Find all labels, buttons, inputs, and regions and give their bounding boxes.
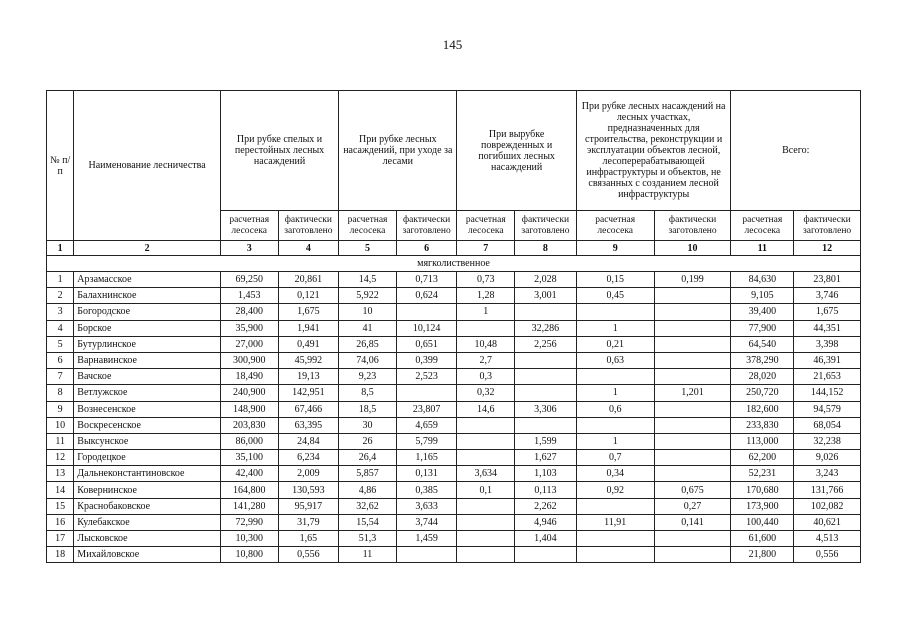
value-cell: 61,600 <box>731 531 794 547</box>
value-cell: 4,86 <box>339 482 397 498</box>
value-cell: 0,556 <box>794 547 861 563</box>
value-cell: 0,32 <box>457 385 515 401</box>
table-row <box>47 498 861 514</box>
value-cell: 44,351 <box>794 320 861 336</box>
column-number: 11 <box>731 241 794 256</box>
value-cell: 95,917 <box>278 498 339 514</box>
forestry-name-cell: Выксунское <box>74 433 221 449</box>
value-cell <box>396 547 457 563</box>
value-cell: 2,262 <box>515 498 577 514</box>
value-cell: 1,675 <box>794 304 861 320</box>
value-cell <box>576 417 654 433</box>
value-cell: 0,45 <box>576 288 654 304</box>
value-cell: 18,5 <box>339 401 397 417</box>
value-cell: 40,621 <box>794 514 861 530</box>
forestry-name-cell: Городецкое <box>74 450 221 466</box>
value-cell <box>457 547 515 563</box>
value-cell: 0,651 <box>396 336 457 352</box>
value-cell: 1,459 <box>396 531 457 547</box>
value-cell <box>515 304 577 320</box>
column-number: 8 <box>515 241 577 256</box>
header-fact: фактически заготовлено <box>396 211 457 241</box>
row-number-cell: 5 <box>47 336 74 352</box>
value-cell: 21,653 <box>794 369 861 385</box>
table-row <box>47 482 861 498</box>
value-cell: 173,900 <box>731 498 794 514</box>
value-cell: 164,800 <box>220 482 278 498</box>
value-cell <box>576 498 654 514</box>
value-cell: 0,92 <box>576 482 654 498</box>
value-cell <box>457 320 515 336</box>
value-cell: 102,082 <box>794 498 861 514</box>
value-cell: 203,830 <box>220 417 278 433</box>
row-number-cell: 14 <box>47 482 74 498</box>
value-cell: 9,105 <box>731 288 794 304</box>
value-cell: 1,65 <box>278 531 339 547</box>
value-cell: 14,5 <box>339 272 397 288</box>
value-cell: 74,06 <box>339 352 397 368</box>
value-cell: 11 <box>339 547 397 563</box>
table-row <box>47 320 861 336</box>
value-cell <box>654 320 731 336</box>
forestry-name-cell: Борское <box>74 320 221 336</box>
value-cell: 148,900 <box>220 401 278 417</box>
value-cell: 0,21 <box>576 336 654 352</box>
value-cell: 69,250 <box>220 272 278 288</box>
value-cell: 14,6 <box>457 401 515 417</box>
row-number-cell: 12 <box>47 450 74 466</box>
value-cell: 28,020 <box>731 369 794 385</box>
value-cell: 0,73 <box>457 272 515 288</box>
value-cell: 10,300 <box>220 531 278 547</box>
forestry-name-cell: Михайловское <box>74 547 221 563</box>
value-cell: 0,675 <box>654 482 731 498</box>
header-name: Наименование лесничества <box>74 91 221 241</box>
value-cell: 1 <box>576 433 654 449</box>
forestry-name-cell: Ковернинское <box>74 482 221 498</box>
value-cell <box>396 385 457 401</box>
value-cell: 72,990 <box>220 514 278 530</box>
table-row <box>47 466 861 482</box>
value-cell <box>654 466 731 482</box>
value-cell: 68,054 <box>794 417 861 433</box>
value-cell: 1,675 <box>278 304 339 320</box>
value-cell <box>457 498 515 514</box>
value-cell: 0,113 <box>515 482 577 498</box>
value-cell: 3,633 <box>396 498 457 514</box>
value-cell: 10,48 <box>457 336 515 352</box>
forestry-name-cell: Богородское <box>74 304 221 320</box>
value-cell <box>457 514 515 530</box>
value-cell: 300,900 <box>220 352 278 368</box>
value-cell: 0,199 <box>654 272 731 288</box>
row-number-cell: 15 <box>47 498 74 514</box>
value-cell: 24,84 <box>278 433 339 449</box>
value-cell: 182,600 <box>731 401 794 417</box>
value-cell: 18,490 <box>220 369 278 385</box>
forestry-name-cell: Дальнеконстантиновское <box>74 466 221 482</box>
value-cell: 0,491 <box>278 336 339 352</box>
value-cell <box>515 369 577 385</box>
table-row <box>47 336 861 352</box>
value-cell: 113,000 <box>731 433 794 449</box>
value-cell <box>515 417 577 433</box>
value-cell: 1,201 <box>654 385 731 401</box>
value-cell <box>396 304 457 320</box>
value-cell: 8,5 <box>339 385 397 401</box>
value-cell: 46,391 <box>794 352 861 368</box>
header-row-groups <box>47 91 861 211</box>
row-number-cell: 17 <box>47 531 74 547</box>
row-number-cell: 13 <box>47 466 74 482</box>
value-cell: 62,200 <box>731 450 794 466</box>
column-number: 7 <box>457 241 515 256</box>
row-number-cell: 9 <box>47 401 74 417</box>
value-cell <box>654 547 731 563</box>
header-no: № п/п <box>47 91 74 241</box>
value-cell: 233,830 <box>731 417 794 433</box>
table-row <box>47 288 861 304</box>
value-cell: 0,6 <box>576 401 654 417</box>
value-cell: 1 <box>576 320 654 336</box>
value-cell <box>457 433 515 449</box>
table-row <box>47 272 861 288</box>
column-number-row <box>47 241 861 256</box>
row-number-cell: 7 <box>47 369 74 385</box>
table-row <box>47 401 861 417</box>
value-cell: 4,659 <box>396 417 457 433</box>
value-cell: 9,026 <box>794 450 861 466</box>
value-cell: 0,27 <box>654 498 731 514</box>
value-cell: 250,720 <box>731 385 794 401</box>
value-cell: 84,630 <box>731 272 794 288</box>
value-cell: 1,453 <box>220 288 278 304</box>
section-row <box>47 256 861 272</box>
row-number-cell: 1 <box>47 272 74 288</box>
forestry-name-cell: Бутурлинское <box>74 336 221 352</box>
row-number-cell: 10 <box>47 417 74 433</box>
value-cell: 0,3 <box>457 369 515 385</box>
value-cell: 51,3 <box>339 531 397 547</box>
forestry-name-cell: Лысковское <box>74 531 221 547</box>
value-cell: 23,801 <box>794 272 861 288</box>
header-calc: расчетная лесосека <box>576 211 654 241</box>
table-row <box>47 417 861 433</box>
value-cell: 141,280 <box>220 498 278 514</box>
value-cell: 30 <box>339 417 397 433</box>
value-cell: 23,807 <box>396 401 457 417</box>
header-group-construction: При рубке лесных насаждений на лесных участках, предназначенных для строительства, реконструкции и эксплуатации объектов лесной, лесоперерабатывающей инфраструктуры и объектов, не связанных с созданием лесной инфраструктуры <box>576 91 731 211</box>
value-cell: 77,900 <box>731 320 794 336</box>
row-number-cell: 8 <box>47 385 74 401</box>
header-calc: расчетная лесосека <box>731 211 794 241</box>
value-cell: 3,744 <box>396 514 457 530</box>
value-cell: 0,7 <box>576 450 654 466</box>
value-cell <box>576 304 654 320</box>
column-number: 1 <box>47 241 74 256</box>
table-row <box>47 352 861 368</box>
row-number-cell: 2 <box>47 288 74 304</box>
table-row <box>47 547 861 563</box>
value-cell: 1 <box>576 385 654 401</box>
value-cell <box>576 547 654 563</box>
header-calc: расчетная лесосека <box>457 211 515 241</box>
value-cell: 9,23 <box>339 369 397 385</box>
value-cell: 1,599 <box>515 433 577 449</box>
value-cell: 94,579 <box>794 401 861 417</box>
value-cell: 2,028 <box>515 272 577 288</box>
value-cell: 45,992 <box>278 352 339 368</box>
header-fact: фактически заготовлено <box>654 211 731 241</box>
value-cell: 1,627 <box>515 450 577 466</box>
value-cell: 0,63 <box>576 352 654 368</box>
header-calc: расчетная лесосека <box>339 211 397 241</box>
header-calc: расчетная лесосека <box>220 211 278 241</box>
value-cell: 0,141 <box>654 514 731 530</box>
value-cell: 15,54 <box>339 514 397 530</box>
column-number: 4 <box>278 241 339 256</box>
value-cell: 32,238 <box>794 433 861 449</box>
value-cell: 1,165 <box>396 450 457 466</box>
value-cell <box>654 401 731 417</box>
value-cell: 1,404 <box>515 531 577 547</box>
value-cell: 5,857 <box>339 466 397 482</box>
value-cell: 63,395 <box>278 417 339 433</box>
forestry-name-cell: Арзамасское <box>74 272 221 288</box>
value-cell: 130,593 <box>278 482 339 498</box>
row-number-cell: 4 <box>47 320 74 336</box>
value-cell: 3,746 <box>794 288 861 304</box>
value-cell: 4,513 <box>794 531 861 547</box>
header-group-total: Всего: <box>731 91 861 211</box>
column-number: 10 <box>654 241 731 256</box>
value-cell: 35,100 <box>220 450 278 466</box>
row-number-cell: 3 <box>47 304 74 320</box>
table-row <box>47 514 861 530</box>
value-cell: 10 <box>339 304 397 320</box>
value-cell: 10,800 <box>220 547 278 563</box>
value-cell: 3,001 <box>515 288 577 304</box>
value-cell <box>457 531 515 547</box>
value-cell: 240,900 <box>220 385 278 401</box>
column-number: 3 <box>220 241 278 256</box>
value-cell: 0,15 <box>576 272 654 288</box>
value-cell <box>654 336 731 352</box>
value-cell <box>457 417 515 433</box>
row-number-cell: 6 <box>47 352 74 368</box>
table-row <box>47 304 861 320</box>
value-cell: 0,399 <box>396 352 457 368</box>
value-cell: 5,799 <box>396 433 457 449</box>
value-cell: 144,152 <box>794 385 861 401</box>
value-cell <box>515 547 577 563</box>
value-cell: 2,256 <box>515 336 577 352</box>
value-cell <box>654 304 731 320</box>
value-cell: 0,556 <box>278 547 339 563</box>
value-cell: 2,7 <box>457 352 515 368</box>
header-group-mature: При рубке спелых и перестойных лесных насаждений <box>220 91 338 211</box>
value-cell: 4,946 <box>515 514 577 530</box>
value-cell: 1,941 <box>278 320 339 336</box>
value-cell <box>457 450 515 466</box>
value-cell: 0,1 <box>457 482 515 498</box>
column-number: 12 <box>794 241 861 256</box>
forestry-name-cell: Варнавинское <box>74 352 221 368</box>
value-cell: 0,385 <box>396 482 457 498</box>
column-number: 5 <box>339 241 397 256</box>
value-cell: 10,124 <box>396 320 457 336</box>
value-cell: 19,13 <box>278 369 339 385</box>
value-cell: 26,4 <box>339 450 397 466</box>
value-cell: 378,290 <box>731 352 794 368</box>
forestry-name-cell: Воскресенское <box>74 417 221 433</box>
forestry-name-cell: Кулебакское <box>74 514 221 530</box>
value-cell <box>654 433 731 449</box>
value-cell: 27,000 <box>220 336 278 352</box>
header-fact: фактически заготовлено <box>515 211 577 241</box>
value-cell: 0,131 <box>396 466 457 482</box>
column-number: 9 <box>576 241 654 256</box>
value-cell: 5,922 <box>339 288 397 304</box>
value-cell: 2,009 <box>278 466 339 482</box>
forestry-name-cell: Вачское <box>74 369 221 385</box>
value-cell <box>654 450 731 466</box>
value-cell: 35,900 <box>220 320 278 336</box>
value-cell: 20,861 <box>278 272 339 288</box>
value-cell <box>654 352 731 368</box>
value-cell: 11,91 <box>576 514 654 530</box>
section-title: мягколиственное <box>47 256 861 272</box>
value-cell: 1 <box>457 304 515 320</box>
value-cell: 131,766 <box>794 482 861 498</box>
table-row <box>47 433 861 449</box>
value-cell <box>654 369 731 385</box>
value-cell: 41 <box>339 320 397 336</box>
value-cell: 86,000 <box>220 433 278 449</box>
forestry-name-cell: Краснобаковское <box>74 498 221 514</box>
value-cell <box>576 531 654 547</box>
value-cell: 26 <box>339 433 397 449</box>
value-cell: 21,800 <box>731 547 794 563</box>
value-cell: 3,398 <box>794 336 861 352</box>
value-cell <box>654 531 731 547</box>
value-cell <box>515 352 577 368</box>
value-cell <box>515 385 577 401</box>
table-row <box>47 369 861 385</box>
column-number: 2 <box>74 241 221 256</box>
value-cell: 2,523 <box>396 369 457 385</box>
value-cell: 100,440 <box>731 514 794 530</box>
value-cell: 42,400 <box>220 466 278 482</box>
value-cell: 6,234 <box>278 450 339 466</box>
value-cell: 39,400 <box>731 304 794 320</box>
column-number: 6 <box>396 241 457 256</box>
value-cell: 3,243 <box>794 466 861 482</box>
value-cell <box>654 288 731 304</box>
value-cell: 32,62 <box>339 498 397 514</box>
value-cell: 1,103 <box>515 466 577 482</box>
page-number: 145 <box>442 37 463 52</box>
header-fact: фактически заготовлено <box>794 211 861 241</box>
header-group-care: При рубке лесных насаждений, при уходе за лесами <box>339 91 457 211</box>
value-cell: 52,231 <box>731 466 794 482</box>
value-cell: 64,540 <box>731 336 794 352</box>
value-cell: 0,624 <box>396 288 457 304</box>
row-number-cell: 16 <box>47 514 74 530</box>
row-number-cell: 11 <box>47 433 74 449</box>
value-cell: 31,79 <box>278 514 339 530</box>
forestry-table <box>46 90 861 563</box>
value-cell <box>654 417 731 433</box>
value-cell: 26,85 <box>339 336 397 352</box>
value-cell: 3,634 <box>457 466 515 482</box>
value-cell: 170,680 <box>731 482 794 498</box>
table-row <box>47 450 861 466</box>
value-cell: 142,951 <box>278 385 339 401</box>
header-fact: фактически заготовлено <box>278 211 339 241</box>
row-number-cell: 18 <box>47 547 74 563</box>
header-group-damaged: При вырубке поврежденных и погибших лесных насаждений <box>457 91 576 211</box>
forestry-name-cell: Ветлужское <box>74 385 221 401</box>
value-cell: 67,466 <box>278 401 339 417</box>
value-cell <box>576 369 654 385</box>
forestry-name-cell: Вознесенское <box>74 401 221 417</box>
value-cell: 0,121 <box>278 288 339 304</box>
forestry-name-cell: Балахнинское <box>74 288 221 304</box>
value-cell: 3,306 <box>515 401 577 417</box>
value-cell: 1,28 <box>457 288 515 304</box>
table-row <box>47 531 861 547</box>
value-cell: 0,713 <box>396 272 457 288</box>
value-cell: 32,286 <box>515 320 577 336</box>
table-row <box>47 385 861 401</box>
value-cell: 28,400 <box>220 304 278 320</box>
value-cell: 0,34 <box>576 466 654 482</box>
